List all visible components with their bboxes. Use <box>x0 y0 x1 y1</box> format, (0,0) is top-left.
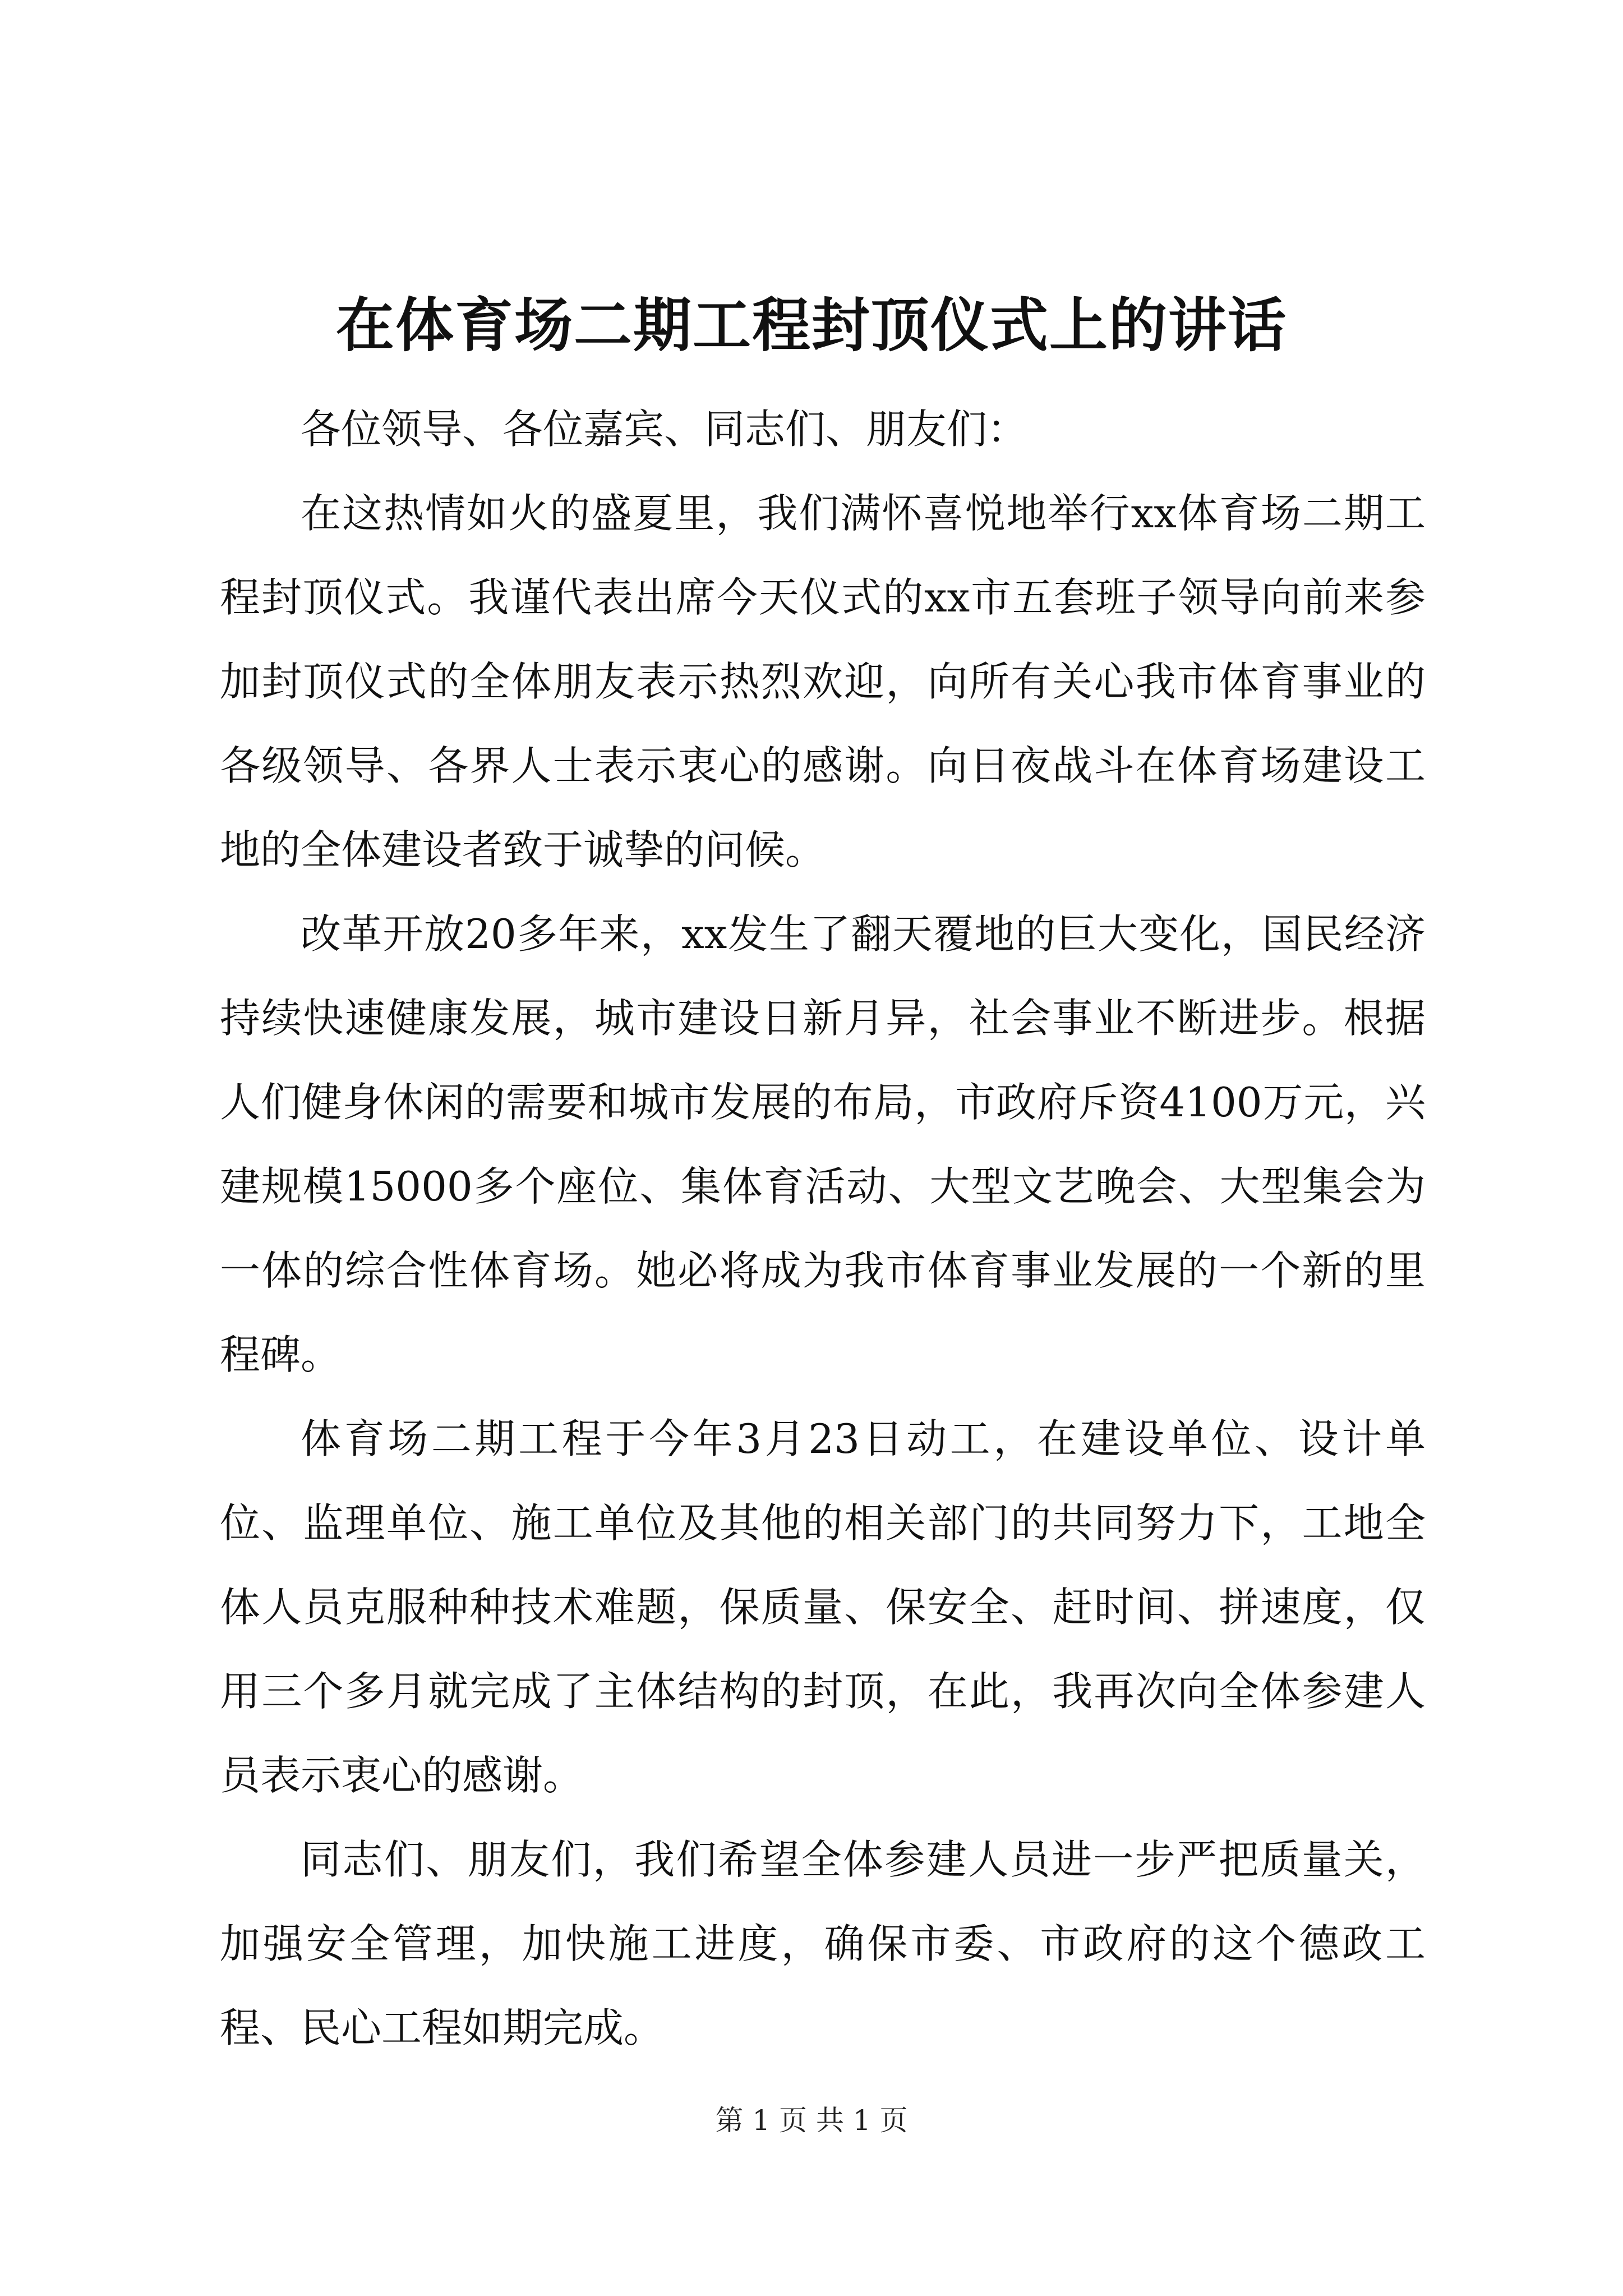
page-number-footer: 第 1 页 共 1 页 <box>715 2104 908 2137</box>
body-paragraph: 在这热情如火的盛夏里，我们满怀喜悦地举行xx体育场二期工程封顶仪式。我谨代表出席今天仪式的xx市五套班子领导向前来参加封顶仪式的全体朋友表示热烈欢迎，向所有关心我市体育事业的各级领导、各界人士表示衷心的感谢。向日夜战斗在体育场建设工地的全体建设者致于诚挚的问候。 <box>220 490 1426 873</box>
body-paragraph: 改革开放20多年来，xx发生了翻天覆地的巨大变化，国民经济持续快速健康发展，城市建设日新月异，社会事业不断进步。根据人们健身休闲的需要和城市发展的布局，市政府斥资4100万元，兴建规模15000多个座位、集体育活动、大型文艺晚会、大型集会为一体的综合性体育场。她必将成为我市体育事业发展的一个新的里程碑。 <box>220 910 1426 1378</box>
document-body <box>220 387 1426 2070</box>
document-title: 在体育场二期工程封顶仪式上的讲话 <box>335 291 1287 360</box>
salutation-paragraph: 各位领导、各位嘉宾、同志们、朋友们： <box>301 406 1028 453</box>
body-paragraph: 同志们、朋友们，我们希望全体参建人员进一步严把质量关，加强安全管理，加快施工进度，确保市委、市政府的这个德政工程、民心工程如期完成。 <box>220 1836 1426 2051</box>
body-paragraph: 体育场二期工程于今年3月23日动工，在建设单位、设计单位、监理单位、施工单位及其他的相关部门的共同努力下，工地全体人员克服种种技术难题，保质量、保安全、赶时间、拼速度，仅用三个多月就完成了主体结构的封顶，在此，我再次向全体参建人员表示衷心的感谢。 <box>220 1415 1426 1799</box>
